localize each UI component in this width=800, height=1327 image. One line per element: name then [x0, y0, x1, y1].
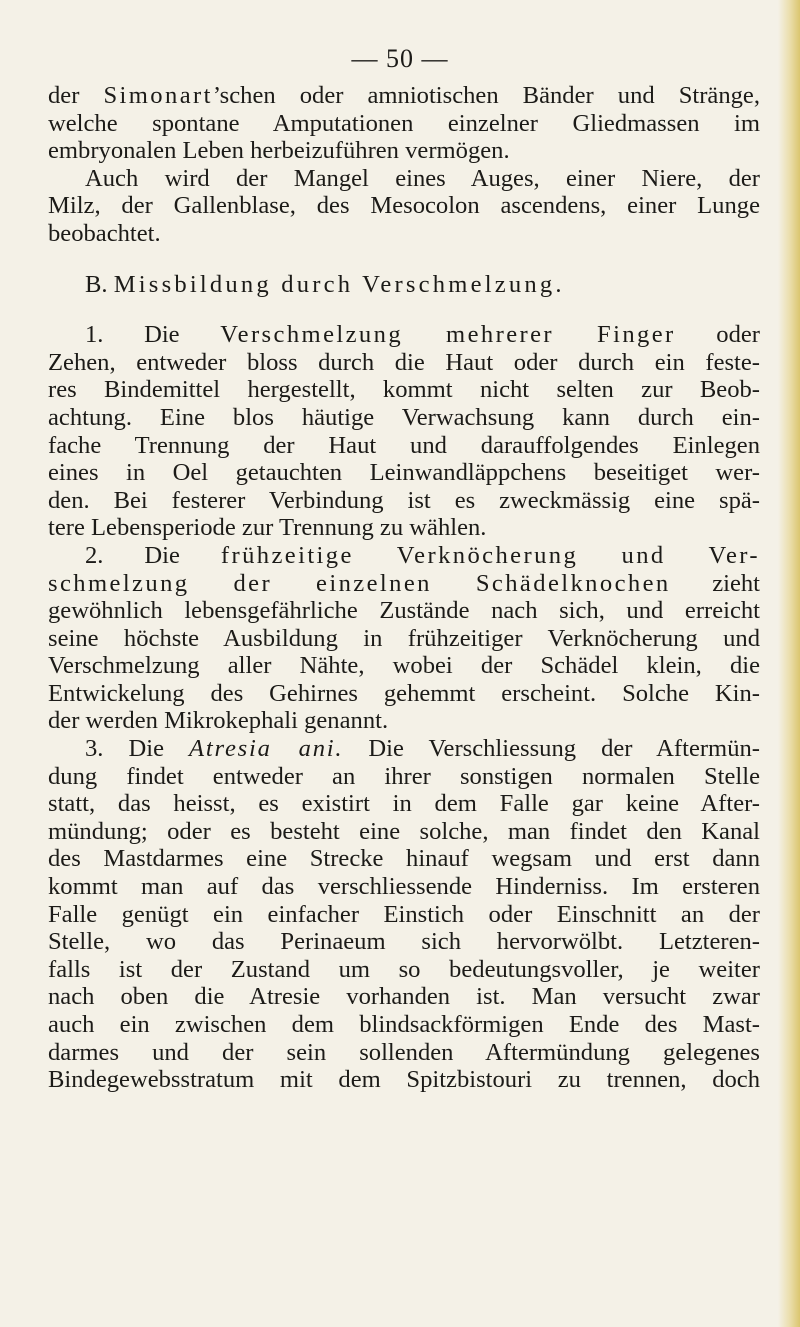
- text-line: mündung; oder es besteht eine solche, man findet den Kanal: [48, 817, 760, 845]
- text-line: Bindegewebsstratum mit dem Spitzbistouri zu trennen, doch: [48, 1066, 760, 1094]
- body-text: [48, 82, 760, 1094]
- text-line: 1. Die Verschmelzung mehrerer Finger oder: [85, 321, 760, 349]
- text-line: darmes und der sein sollenden Aftermündung gelegenes: [48, 1038, 760, 1066]
- text-line: beobachtet.: [48, 219, 161, 247]
- text-line: 2. Die frühzeitige Verknöcherung und Ver-: [85, 541, 760, 569]
- text-line: seine höchste Ausbildung in frühzeitiger Verknöcherung und: [48, 624, 760, 652]
- paragraph-organ-absence: [48, 165, 760, 248]
- text-line: des Mastdarmes eine Strecke hinauf wegsam und erst dann: [48, 845, 760, 873]
- text-line: Entwickelung des Gehirnes gehemmt erscheint. Solche Kin-: [48, 679, 760, 707]
- text-line: tere Lebensperiode zur Trennung zu wählen.: [48, 514, 487, 542]
- text-line: statt, das heisst, es existirt in dem Falle gar keine After-: [48, 790, 760, 818]
- paragraph-skull-ossification: [48, 542, 760, 735]
- text-line: res Bindemittel hergestellt, kommt nicht selten zur Beob-: [48, 376, 760, 404]
- text-line: achtung. Eine blos häutige Verwachsung kann durch ein-: [48, 403, 760, 431]
- emphasized-term: Verschmelzung mehrerer Finger: [220, 321, 676, 349]
- section-gap: [48, 298, 760, 321]
- text-line: eines in Oel getauchten Leinwandläppchens beseitiget wer-: [48, 459, 760, 487]
- paragraph-finger-fusion: [48, 321, 760, 542]
- emphasized-term: schmelzung der einzelnen Schädelknochen: [48, 569, 671, 597]
- heading-text: Missbildung durch Verschmelzung.: [113, 270, 565, 298]
- text-line: schmelzung der einzelnen Schädelknochen zieht: [48, 569, 760, 597]
- text-line: embryonalen Leben herbeizuführen vermögen.: [48, 137, 510, 165]
- heading-line: B. Missbildung durch Verschmelzung.: [85, 270, 565, 298]
- text-line: der werden Mikrokephali genannt.: [48, 707, 389, 735]
- text-line: den. Bei festerer Verbindung ist es zweckmässig eine spä-: [48, 486, 760, 514]
- emphasized-name: Simonart: [103, 82, 213, 109]
- text-line: dung findet entweder an ihrer sonstigen normalen Stelle: [48, 762, 760, 790]
- text-line: Stelle, wo das Perinaeum sich hervorwölbt. Letzteren-: [48, 928, 760, 956]
- text-line: Milz, der Gallenblase, des Mesocolon ascendens, einer Lunge: [48, 192, 760, 220]
- text-line: falls ist der Zustand um so bedeutungsvoller, je weiter: [48, 955, 760, 983]
- text-line: auch ein zwischen dem blindsackförmigen Ende des Mast-: [48, 1011, 760, 1038]
- text-line: fache Trennung der Haut und darauffolgendes Einlegen: [48, 431, 760, 459]
- page-number: — 50 —: [351, 44, 449, 73]
- text-line: Verschmelzung aller Nähte, wobei der Schädel klein, die: [48, 652, 760, 680]
- text-line: kommt man auf das verschliessende Hinderniss. Im ersteren: [48, 873, 760, 901]
- paragraph-atresia-ani: [48, 735, 760, 1094]
- paragraph-simonart-bands: [48, 82, 760, 165]
- section-heading: [48, 271, 760, 299]
- text-line: Zehen, entweder bloss durch die Haut oder durch ein feste-: [48, 348, 760, 376]
- text-line: Falle genügt ein einfacher Einstich oder Einschnitt an der: [48, 900, 760, 928]
- text-line: 3. Die Atresia ani. Die Verschliessung der Aftermün-: [85, 735, 760, 763]
- text-line: gewöhnlich lebensgefährliche Zustände nach sich, und erreicht: [48, 597, 760, 625]
- text-line: der Simonart’schen oder amniotischen Bänder und Stränge,: [48, 82, 760, 109]
- text-line: Auch wird der Mangel eines Auges, einer Niere, der: [85, 164, 760, 192]
- text-line: nach oben die Atresie vorhanden ist. Man versucht zwar: [48, 983, 760, 1011]
- text-line: welche spontane Amputationen einzelner Gliedmassen im: [48, 109, 760, 137]
- emphasized-term: frühzeitige Verknöcherung und Ver-: [220, 541, 760, 569]
- section-gap: [48, 248, 760, 271]
- emphasized-term: Atresia ani.: [189, 735, 344, 763]
- page-edge-stain: [778, 0, 800, 1327]
